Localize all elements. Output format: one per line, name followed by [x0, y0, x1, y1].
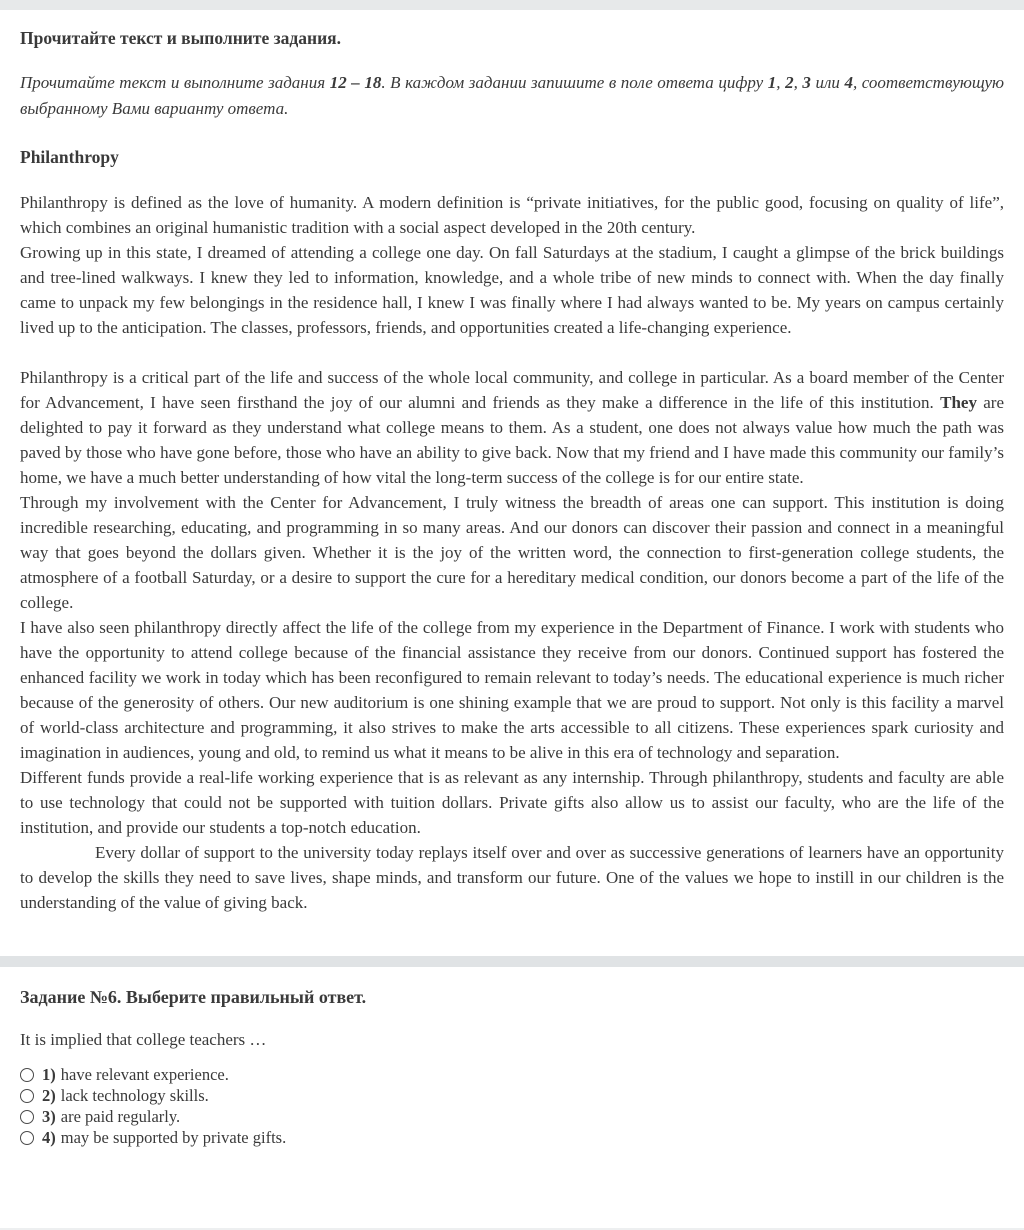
instruction-digit-4: 4	[844, 73, 853, 92]
instruction-text: , соответствующую выбранному Вами варианту ответа.	[20, 73, 1004, 118]
paragraph-6: Different funds provide a real-life working experience that is as relevant as any internship. Through philanthropy, students and faculty are able to use technology that could not be supported with tuition dollars. Private gifts also allow us to assist our faculty, who are the life of the institution, and provide our students a top-notch education.	[20, 768, 1004, 837]
instruction-text: ,	[793, 73, 803, 92]
instruction-task-range: 12 – 18	[329, 73, 382, 92]
radio-button-option-1[interactable]	[20, 1068, 34, 1082]
paragraph-5: I have also seen philanthropy directly affect the life of the college from my experience in the Department of Finance. I work with students who have the opportunity to attend college because of the financial assistance they receive from our donors. Continued support has fostered the enhanced facility we work in today which has been reconfigured to remain relevant to today’s needs. The educational experience is much richer because of the generosity of others. Our new auditorium is one shining example that we are proud to support. Not only is this facility a marvel of world-class architecture and programming, it also strives to make the arts accessible to all citizens. These experiences spark curiosity and imagination in audiences, young and old, to remind us what it means to be alive in this era of technology and separation.	[20, 618, 1004, 762]
text-title: Philanthropy	[20, 147, 119, 167]
task-range-instruction	[20, 70, 1004, 122]
task-section	[0, 967, 1024, 1148]
option-label: lack technology skills.	[60, 1085, 209, 1105]
paragraph-2: Growing up in this state, I dreamed of attending a college one day. On fall Saturdays at the stadium, I caught a glimpse of the brick buildings and tree-lined walkways. I knew they led to information, knowledge, and a whole tribe of new minds to connect with. When the day finally came to unpack my few belongings in the residence hall, I knew I was finally where I had always wanted to be. My years on campus certainly lived up to the anticipation. The classes, professors, friends, and opportunities created a life-changing experience.	[20, 243, 1004, 337]
task-heading: Задание №6. Выберите правильный ответ.	[20, 987, 367, 1007]
paragraph-3-bold-word: They	[940, 393, 977, 412]
option-number: 2)	[42, 1085, 56, 1105]
option-number: 3)	[42, 1106, 56, 1126]
option-number: 1)	[42, 1064, 56, 1084]
instruction-digit-1: 1	[767, 73, 777, 92]
answer-options	[20, 1064, 1004, 1148]
paragraph-3	[20, 365, 1004, 490]
radio-button-option-3[interactable]	[20, 1110, 34, 1124]
answer-option-1[interactable]	[20, 1064, 1004, 1085]
section-divider-bar	[0, 956, 1024, 967]
paragraph-7: Every dollar of support to the university today replays itself over and over as successive generations of learners have an opportunity to develop the skills they need to save lives, shape minds, and transform our future. One of the values we hope to instill in our children is the understanding of the value of giving back.	[20, 843, 1004, 912]
radio-button-option-4[interactable]	[20, 1131, 34, 1145]
answer-option-3[interactable]	[20, 1106, 1004, 1127]
paragraph-4: Through my involvement with the Center for Advancement, I truly witness the breadth of areas one can support. This institution is doing incredible researching, educating, and programming in so many areas. And our donors can discover their passion and connect in a meaningful way that goes beyond the dollars given. Whether it is the joy of the written word, the connection to first-generation college students, the atmosphere of a football Saturday, or a desire to support the cure for a hereditary medical condition, our donors become a part of the life of the college.	[20, 493, 1004, 612]
option-label: may be supported by private gifts.	[60, 1127, 287, 1147]
option-label: have relevant experience.	[60, 1064, 229, 1084]
instruction-digit-2: 2	[785, 73, 794, 92]
option-number: 4)	[42, 1127, 56, 1147]
instruction-text: . В каждом задании запишите в поле ответа цифру	[381, 73, 768, 92]
answer-option-4[interactable]	[20, 1127, 1004, 1148]
paragraph-3-text: Philanthropy is a critical part of the life and success of the whole local community, and college in particular. As a board member of the Center for Advancement, I have seen firsthand the joy of our alumni and friends as they make a difference in the life of this institution.	[20, 368, 1004, 412]
instruction-text: или	[810, 73, 845, 92]
top-divider-bar	[0, 0, 1024, 10]
radio-button-option-2[interactable]	[20, 1089, 34, 1103]
option-label: are paid regularly.	[60, 1106, 181, 1126]
answer-option-2[interactable]	[20, 1085, 1004, 1106]
instruction-text: Прочитайте текст и выполните задания	[20, 73, 330, 92]
reading-instruction-heading: Прочитайте текст и выполните задания.	[20, 28, 342, 48]
question-text: It is implied that college teachers …	[20, 1030, 267, 1049]
reading-text	[20, 190, 1004, 915]
instruction-digit-3: 3	[802, 73, 811, 92]
paragraph-1: Philanthropy is defined as the love of humanity. A modern definition is “private initiatives, for the public good, focusing on quality of life”, which combines an original humanistic tradition with a social aspect developed in the 20th century.	[20, 193, 1004, 237]
paragraph-3-text: are delighted to pay it forward as they understand what college means to them. As a student, one does not always value how much the path was paved by those who have gone before, those who have an ability to give back. Now that my friend and I have made this community our family’s home, we have a much better understanding of how vital the long-term success of the college is for our entire state.	[20, 393, 1004, 487]
reading-section	[0, 10, 1024, 915]
instruction-text: ,	[776, 73, 786, 92]
